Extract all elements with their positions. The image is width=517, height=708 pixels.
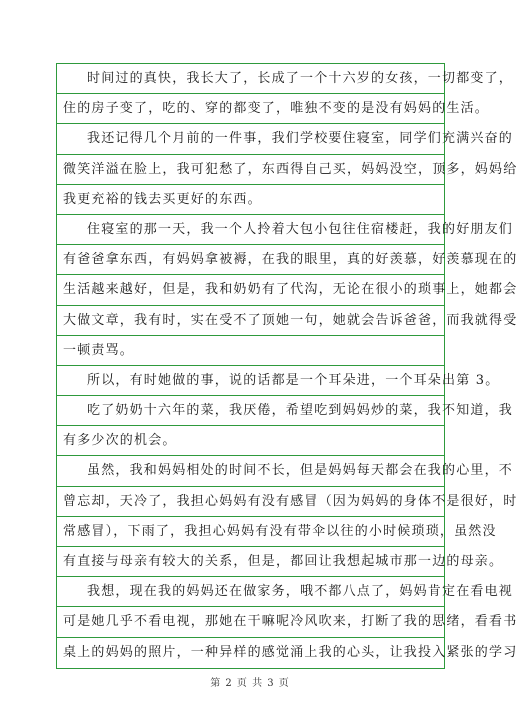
text-line: 虽然，我和妈妈相处的时间不长，但是妈妈每天都会在我的心里，不	[57, 456, 444, 486]
text-line: 所以，有时她做的事，说的话都是一个耳朵进，一个耳朵出第 3。	[57, 366, 444, 396]
essay-grid	[56, 63, 517, 669]
text-line: 有直接与母亲有较大的关系，但是，都回让我想起城市那一边的母亲。	[57, 547, 444, 577]
text-line: 常感冒），下雨了，我担心妈妈有没有带伞以往的小时候琐琐，虽然没	[57, 517, 444, 547]
text-line: 有爸爸拿东西，有妈妈拿被褥，在我的眼里，真的好羡慕，好羡慕现在的	[57, 245, 444, 275]
text-line: 微笑洋溢在脸上，我可犯愁了，东西得自己买，妈妈没空，顶多，妈妈给	[57, 155, 444, 185]
page-footer: 第 2 页 共 3 页	[210, 678, 290, 689]
text-line: 我想，现在我的妈妈还在做家务，哦不都八点了，妈妈肯定在看电视	[57, 577, 444, 607]
text-line: 曾忘却，天冷了，我担心妈妈有没有感冒（因为妈妈的身体不是很好，时	[57, 487, 444, 517]
text-line: 住寝室的那一天，我一个人拎着大包小包往住宿楼赶，我的好朋友们	[57, 215, 444, 245]
text-line: 大做文章，我有时，实在受不了顶她一句，她就会告诉爸爸，而我就得受	[57, 306, 444, 336]
text-line: 住的房子变了，吃的、穿的都变了，唯独不变的是没有妈妈的生活。	[57, 94, 444, 124]
text-line: 生活越来越好，但是，我和奶奶有了代沟，无论在很小的琐事上，她都会	[57, 275, 444, 305]
text-line: 我更充裕的钱去买更好的东西。	[57, 185, 444, 215]
text-line: 时间过的真快，我长大了，长成了一个十六岁的女孩，一切都变了，	[57, 64, 444, 94]
text-line: 可是她几乎不看电视，那她在干嘛呢冷风吹来，打断了我的思绪，看看书	[57, 607, 444, 637]
text-line: 吃了奶奶十六年的菜，我厌倦，希望吃到妈妈炒的菜，我不知道，我	[57, 396, 444, 426]
text-line: 一顿责骂。	[57, 336, 444, 366]
text-line: 我还记得几个月前的一件事，我们学校要住寝室，同学们充满兴奋的	[57, 124, 444, 154]
text-line: 有多少次的机会。	[57, 426, 444, 456]
text-line: 桌上的妈妈的照片，一种异样的感觉涌上我的心头，让我投入紧张的学习	[63, 644, 517, 660]
